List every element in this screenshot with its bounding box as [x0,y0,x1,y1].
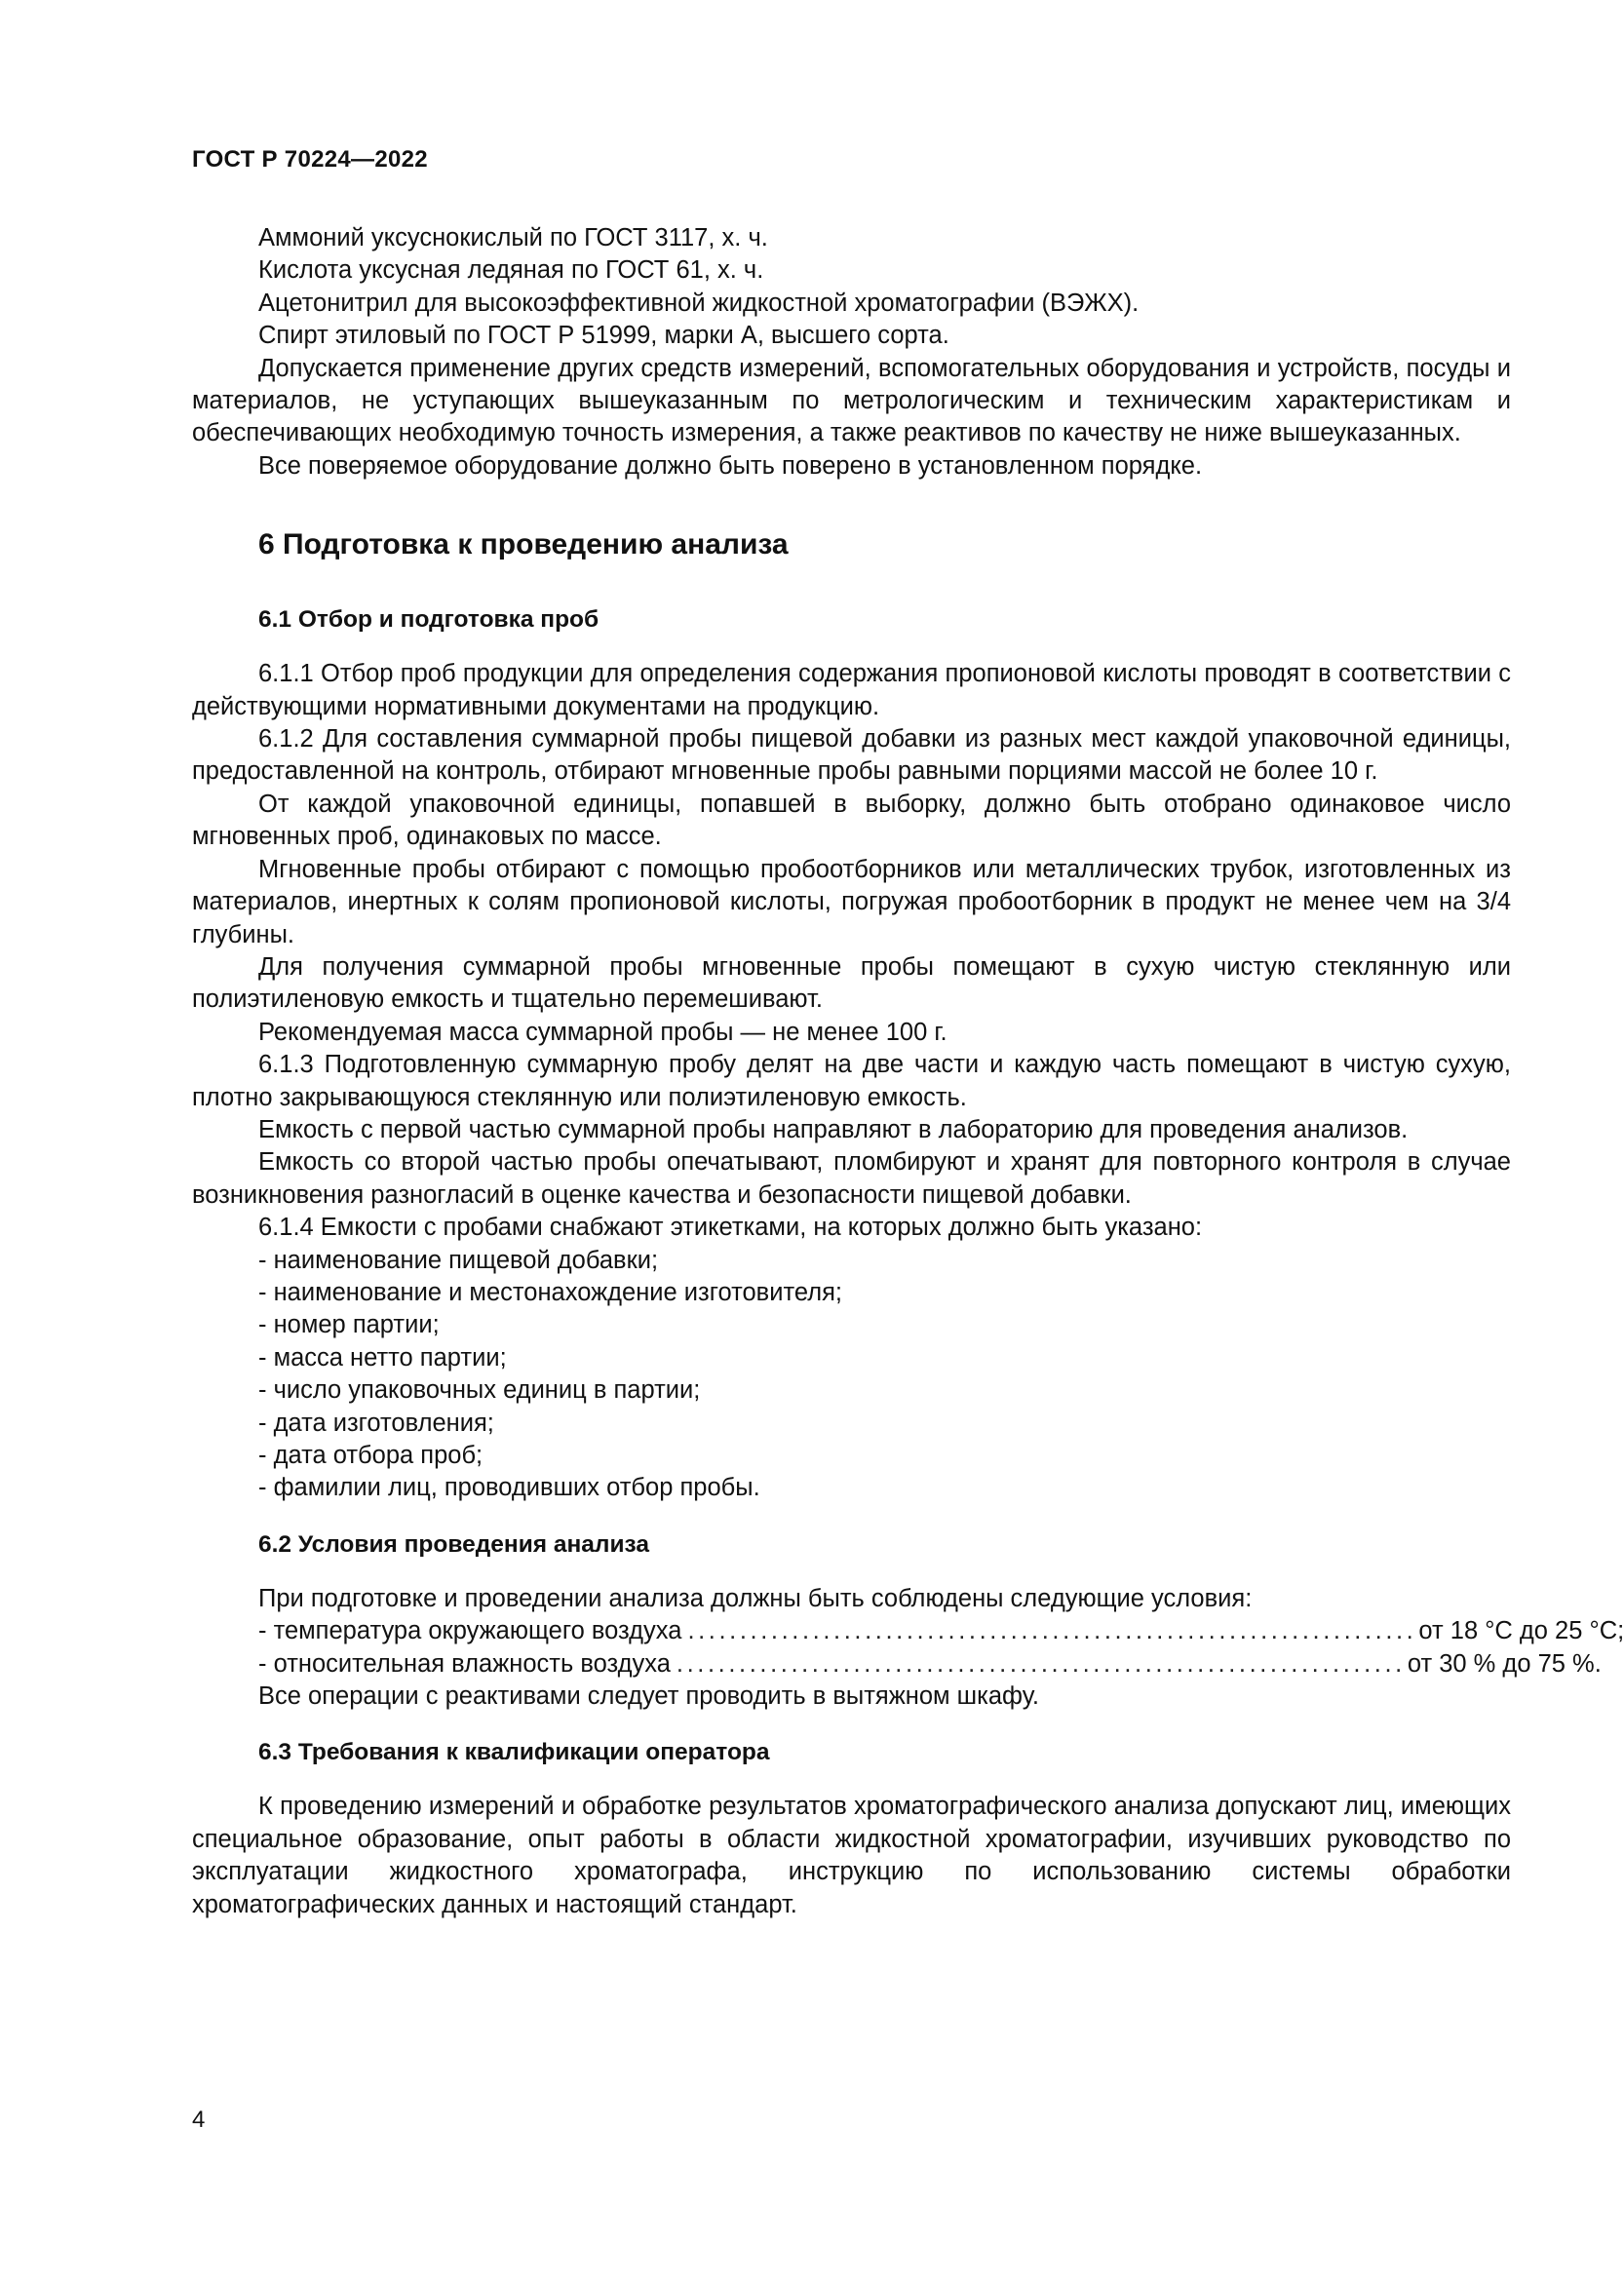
list-item: - наименование пищевой добавки; [258,1246,659,1274]
paragraph: 6.1.1 Отбор проб продукции для определения содержания пропионовой кислоты проводят в соответствии с действующими нормативными документами на продукцию. [192,660,1511,720]
paragraph: 6.1.3 Подготовленную суммарную пробу делят на две части и каждую часть помещают в чистую сухую, плотно закрывающуюся стеклянную или полиэтиленовую емкость. [192,1051,1511,1111]
paragraph: Рекомендуемая масса суммарной пробы — не менее 100 г. [258,1018,947,1046]
paragraph: Емкость со второй частью пробы опечатывают, пломбируют и хранят для повторного контроля в случае возникновения разногласий в оценке качества и безопасности пищевой добавки. [192,1148,1511,1209]
intro-paragraph: Допускается применение других средств измерений, вспомогательных оборудования и устройств, посуды и материалов, не уступающих вышеуказанным по метрологическим и техническим характеристикам и обеспечивающих необходимую точность измерения, а также реактивов по качеству не ниже вышеуказанных. [192,354,1511,447]
list-item: - масса нетто партии; [258,1343,507,1372]
list-item: - фамилии лиц, проводивших отбор пробы. [258,1474,760,1502]
condition-row-temperature [192,1615,1624,1647]
list-item: - номер партии; [258,1311,440,1339]
condition-value: от 30 % до 75 %. [1407,1649,1602,1678]
section-6-heading: 6 Подготовка к проведению анализа [258,528,789,561]
list-item: - наименование и местонахождение изготовителя; [258,1278,842,1306]
dot-leader: ...................................................................... [676,1649,1406,1678]
dot-leader: ...................................................................... [687,1617,1417,1645]
intro-line: Аммоний уксуснокислый по ГОСТ 3117, х. ч. [258,224,768,251]
paragraph: Емкость с первой частью суммарной пробы направляют в лабораторию для проведения анализов. [258,1115,1409,1143]
intro-line: Спирт этиловый по ГОСТ Р 51999, марки А, высшего сорта. [258,322,949,350]
intro-line: Все поверяемое оборудование должно быть поверено в установленном порядке. [258,451,1203,480]
condition-label: - температура окружающего воздуха [258,1617,682,1645]
list-item: - дата отбора проб; [258,1442,483,1469]
paragraph: От каждой упаковочной единицы, попавшей в выборку, должно быть отобрано одинаковое число мгновенных проб, одинаковых по массе. [192,790,1511,851]
condition-row-humidity [192,1648,1602,1681]
document-body [192,222,1624,1921]
condition-label: - относительная влажность воздуха [258,1649,671,1678]
paragraph: 6.1.4 Емкости с пробами снабжают этикетками, на которых должно быть указано: [258,1214,1203,1242]
conditions-intro: При подготовке и проведении анализа должны быть соблюдены следующие условия: [258,1584,1253,1612]
section-6-2-heading: 6.2 Условия проведения анализа [258,1530,650,1558]
conditions-note: Все операции с реактивами следует проводить в вытяжном шкафу. [258,1682,1039,1711]
paragraph: Мгновенные пробы отбирают с помощью пробоотборников или металлических трубок, изготовленных из материалов, инертных к солям пропионовой кислоты, погружая пробоотборник в продукт не менее чем на 3/4 глубины. [192,855,1511,948]
paragraph: К проведению измерений и обработке результатов хроматографического анализа допускают лиц, имеющих специальное образование, опыт работы в области жидкостной хроматографии, изучивших руководство по эксплуатации жидкостного хроматографа, инструкцию по использованию системы обработки хроматографических данных и настоящий стандарт. [192,1793,1511,1918]
paragraph: 6.1.2 Для составления суммарной пробы пищевой добавки из разных мест каждой упаковочной единицы, предоставленной на контроль, отбирают мгновенные пробы равными порциями массой не более 10 г. [192,725,1511,786]
list-item: - дата изготовления; [258,1409,494,1437]
intro-line: Кислота уксусная ледяная по ГОСТ 61, х. ч. [258,256,764,285]
section-6-1-heading: 6.1 Отбор и подготовка проб [258,606,599,634]
paragraph: Для получения суммарной пробы мгновенные пробы помещают в сухую чистую стеклянную или полиэтиленовую емкость и тщательно перемешивают. [192,952,1511,1014]
section-6-3-heading: 6.3 Требования к квалификации оператора [258,1739,770,1766]
document-header: ГОСТ Р 70224—2022 [192,146,428,173]
intro-line: Ацетонитрил для высокоэффективной жидкостной хроматографии (ВЭЖХ). [258,289,1140,317]
condition-value: от 18 °С до 25 °С; [1418,1617,1624,1645]
list-item: - число упаковочных единиц в партии; [258,1376,701,1405]
page-number: 4 [192,2106,206,2133]
